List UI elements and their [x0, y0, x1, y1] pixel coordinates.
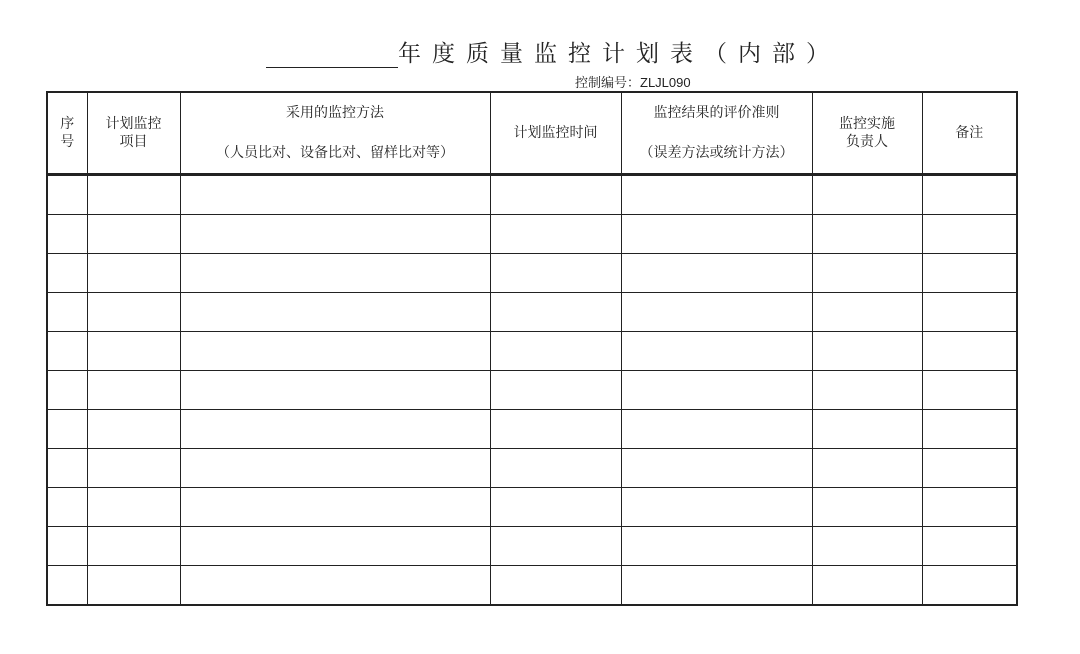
person-cell[interactable] — [812, 254, 922, 293]
header-person-line2: 负责人 — [846, 134, 888, 150]
item-cell[interactable] — [87, 371, 180, 410]
criteria-cell[interactable] — [621, 215, 812, 254]
remarks-cell[interactable] — [922, 175, 1017, 215]
time-cell[interactable] — [490, 488, 621, 527]
time-cell[interactable] — [490, 254, 621, 293]
header-time-label: 计划监控时间 — [513, 125, 598, 141]
table-body — [47, 175, 1017, 606]
criteria-cell[interactable] — [621, 293, 812, 332]
year-blank-line[interactable] — [266, 42, 398, 68]
header-criteria — [621, 92, 812, 175]
title-text: 年度质量监控计划表（内部） — [398, 41, 840, 67]
item-cell[interactable] — [87, 254, 180, 293]
method-cell[interactable] — [180, 293, 490, 332]
header-method-main: 采用的监控方法 — [286, 105, 384, 121]
person-cell[interactable] — [812, 488, 922, 527]
item-cell[interactable] — [87, 527, 180, 566]
person-cell[interactable] — [812, 566, 922, 606]
time-cell[interactable] — [490, 332, 621, 371]
seq-cell[interactable] — [47, 410, 87, 449]
method-cell[interactable] — [180, 371, 490, 410]
method-cell[interactable] — [180, 254, 490, 293]
remarks-cell[interactable] — [922, 566, 1017, 606]
method-cell[interactable] — [180, 410, 490, 449]
item-cell[interactable] — [87, 488, 180, 527]
remarks-cell[interactable] — [922, 215, 1017, 254]
header-method-sub: （人员比对、设备比对、留样比对等） — [216, 145, 454, 161]
method-cell[interactable] — [180, 449, 490, 488]
header-remarks-label: 备注 — [955, 125, 984, 141]
header-time — [490, 92, 621, 175]
seq-cell[interactable] — [47, 215, 87, 254]
method-cell[interactable] — [180, 175, 490, 215]
time-cell[interactable] — [490, 175, 621, 215]
remarks-cell[interactable] — [922, 254, 1017, 293]
table-row — [47, 215, 1017, 254]
item-cell[interactable] — [87, 332, 180, 371]
person-cell[interactable] — [812, 175, 922, 215]
table-row — [47, 332, 1017, 371]
criteria-cell[interactable] — [621, 488, 812, 527]
header-method — [180, 92, 490, 175]
method-cell[interactable] — [180, 527, 490, 566]
monitoring-plan-table — [46, 91, 1018, 606]
table-row — [47, 527, 1017, 566]
seq-cell[interactable] — [47, 332, 87, 371]
person-cell[interactable] — [812, 371, 922, 410]
method-cell[interactable] — [180, 488, 490, 527]
table-row — [47, 254, 1017, 293]
criteria-cell[interactable] — [621, 566, 812, 606]
document-title — [266, 38, 840, 68]
item-cell[interactable] — [87, 215, 180, 254]
table-row — [47, 371, 1017, 410]
header-seq-line2: 号 — [60, 134, 75, 150]
control-number — [575, 72, 691, 91]
control-number-code: ZLJL090 — [640, 75, 691, 90]
seq-cell[interactable] — [47, 371, 87, 410]
header-seq — [47, 92, 87, 175]
table-row — [47, 175, 1017, 215]
header-person-line1: 监控实施 — [839, 116, 895, 132]
seq-cell[interactable] — [47, 293, 87, 332]
time-cell[interactable] — [490, 566, 621, 606]
criteria-cell[interactable] — [621, 371, 812, 410]
seq-cell[interactable] — [47, 566, 87, 606]
person-cell[interactable] — [812, 449, 922, 488]
header-criteria-main: 监控结果的评价准则 — [653, 105, 780, 121]
person-cell[interactable] — [812, 410, 922, 449]
header-item — [87, 92, 180, 175]
item-cell[interactable] — [87, 566, 180, 606]
seq-cell[interactable] — [47, 488, 87, 527]
time-cell[interactable] — [490, 371, 621, 410]
remarks-cell[interactable] — [922, 293, 1017, 332]
seq-cell[interactable] — [47, 527, 87, 566]
table-row — [47, 449, 1017, 488]
remarks-cell[interactable] — [922, 332, 1017, 371]
table-row — [47, 566, 1017, 606]
table-row — [47, 488, 1017, 527]
person-cell[interactable] — [812, 527, 922, 566]
header-criteria-sub: （误差方法或统计方法） — [639, 145, 794, 161]
criteria-cell[interactable] — [621, 449, 812, 488]
item-cell[interactable] — [87, 410, 180, 449]
person-cell[interactable] — [812, 215, 922, 254]
table-row — [47, 293, 1017, 332]
criteria-cell[interactable] — [621, 254, 812, 293]
method-cell[interactable] — [180, 215, 490, 254]
table-row — [47, 410, 1017, 449]
time-cell[interactable] — [490, 293, 621, 332]
item-cell[interactable] — [87, 293, 180, 332]
person-cell[interactable] — [812, 293, 922, 332]
person-cell[interactable] — [812, 332, 922, 371]
time-cell[interactable] — [490, 215, 621, 254]
item-cell[interactable] — [87, 175, 180, 215]
criteria-cell[interactable] — [621, 332, 812, 371]
remarks-cell[interactable] — [922, 488, 1017, 527]
time-cell[interactable] — [490, 449, 621, 488]
criteria-cell[interactable] — [621, 175, 812, 215]
header-remarks — [922, 92, 1017, 175]
method-cell[interactable] — [180, 332, 490, 371]
remarks-cell[interactable] — [922, 449, 1017, 488]
control-number-label: 控制编号： — [575, 76, 641, 91]
seq-cell[interactable] — [47, 449, 87, 488]
method-cell[interactable] — [180, 566, 490, 606]
header-item-line2: 项目 — [119, 134, 148, 150]
seq-cell[interactable] — [47, 175, 87, 215]
header-row — [47, 92, 1017, 175]
header-item-line1: 计划监控 — [105, 116, 162, 132]
item-cell[interactable] — [87, 449, 180, 488]
remarks-cell[interactable] — [922, 410, 1017, 449]
criteria-cell[interactable] — [621, 410, 812, 449]
remarks-cell[interactable] — [922, 527, 1017, 566]
seq-cell[interactable] — [47, 254, 87, 293]
remarks-cell[interactable] — [922, 371, 1017, 410]
time-cell[interactable] — [490, 410, 621, 449]
header-seq-line1: 序 — [60, 116, 75, 132]
time-cell[interactable] — [490, 527, 621, 566]
criteria-cell[interactable] — [621, 527, 812, 566]
header-person — [812, 92, 922, 175]
